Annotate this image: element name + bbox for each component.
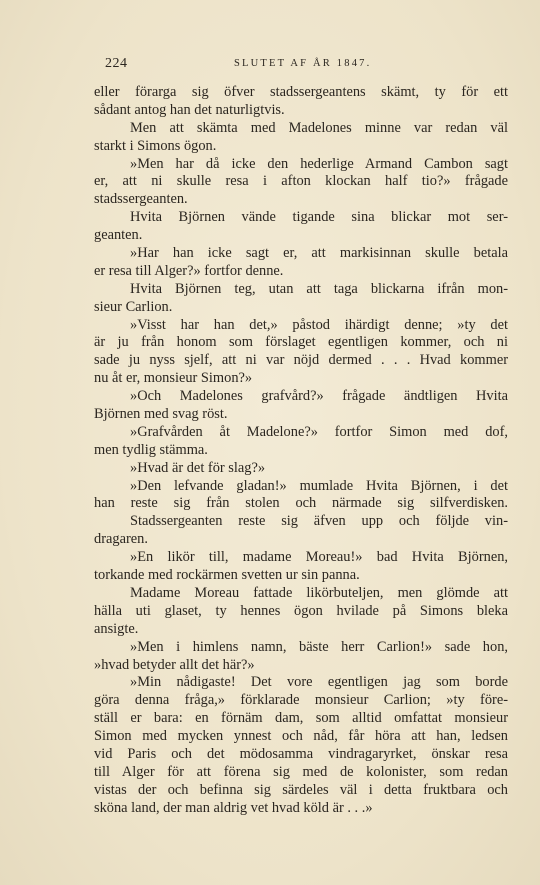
text-line: dragaren. (94, 531, 148, 548)
text-line: starkt i Simons ögon. (94, 137, 217, 154)
text-line: geanten. (94, 227, 143, 244)
text-line: sådant antog han det naturligtvis. (94, 101, 285, 118)
text-line: sieur Carlion. (94, 298, 173, 315)
text-line: Hvita Björnen teg, utan att taga blickarna ifrån mon- (130, 280, 508, 297)
text-line: sade ju nyss sjelf, att ni var nöjd dermed . . . Hvad kommer (94, 352, 508, 369)
body-text (94, 84, 508, 818)
text-line: »Den lefvande gladan!» mumlade Hvita Björnen, i det (130, 477, 508, 494)
text-line: eller förarga sig öfver stadssergeantens skämt, ty för ett (94, 84, 508, 100)
text-line: »Men i himlens namn, bäste herr Carlion!» sade hon, (130, 638, 508, 655)
text-line: göra denna fråga,» förklarade monsieur Carlion; »ty före- (94, 692, 508, 709)
text-line: »Har han icke sagt er, att markisinnan skulle betala (130, 245, 508, 262)
text-line: vid Paris och det mödosamma vindragaryrket, önskar resa (94, 745, 508, 762)
text-line: är ju från honom som förslaget egentligen kommer, och ni (94, 334, 508, 351)
text-line: nu åt er, monsieur Simon?» (94, 370, 253, 387)
page-header (89, 56, 509, 76)
text-line: »Visst har han det,» påstod ihärdigt denne; »ty det (130, 316, 508, 333)
text-line: »hvad betyder allt det här?» (94, 656, 255, 673)
text-line: Stadssergeanten reste sig äfven upp och följde vin- (130, 513, 508, 530)
text-line: »Min nådigaste! Det vore egentligen jag som borde (130, 674, 508, 691)
text-line: »Och Madelones grafvård?» frågade ändtligen Hvita (130, 388, 508, 405)
text-line: Hvita Björnen vände tigande sina blickar mot ser- (130, 209, 508, 226)
text-line: Madame Moreau fattade likörbuteljen, men glömde att (130, 584, 508, 601)
text-line: Simon med mycken ynnest och nåd, får höra att han, ledsen (94, 728, 508, 745)
text-line: torkande med rockärmen svetten ur sin panna. (94, 567, 360, 584)
running-title: SLUTET AF ÅR 1847. (234, 58, 372, 69)
text-line: er resa till Alger?» fortfor denne. (94, 262, 284, 279)
text-line: ansigte. (94, 620, 139, 637)
text-line: han reste sig från stolen och närmade sig silfverdisken. (94, 495, 508, 512)
text-line: men tydlig stämma. (94, 441, 208, 458)
text-line: vistas der och befinna sig särdeles väl i detta fruktbara och (94, 781, 508, 798)
text-line: Men att skämta med Madelones minne var redan väl (130, 119, 508, 136)
text-line: hälla uti glaset, ty hennes ögon hvilade på Simons bleka (94, 602, 508, 619)
text-line: stadssergeanten. (94, 191, 188, 208)
text-line: Björnen med svag röst. (94, 406, 228, 423)
page-number: 224 (105, 56, 128, 71)
text-line: »Hvad är det för slag?» (130, 459, 266, 476)
text-line: sköna land, der man aldrig vet hvad köld är . . .» (94, 799, 373, 816)
text-line: till Alger för att förena sig med de kolonister, som redan (94, 763, 508, 780)
text-line: »Grafvården åt Madelone?» fortfor Simon med dof, (130, 423, 508, 440)
text-line: »Men har då icke den hederlige Armand Cambon sagt (130, 155, 508, 172)
text-line: er, att ni skulle resa i afton klockan half tio?» frågade (94, 173, 508, 190)
text-line: »En likör till, madame Moreau!» bad Hvita Björnen, (130, 549, 508, 566)
text-line: ställ er bara: en förnäm dam, som alltid omfattat monsieur (94, 710, 508, 727)
